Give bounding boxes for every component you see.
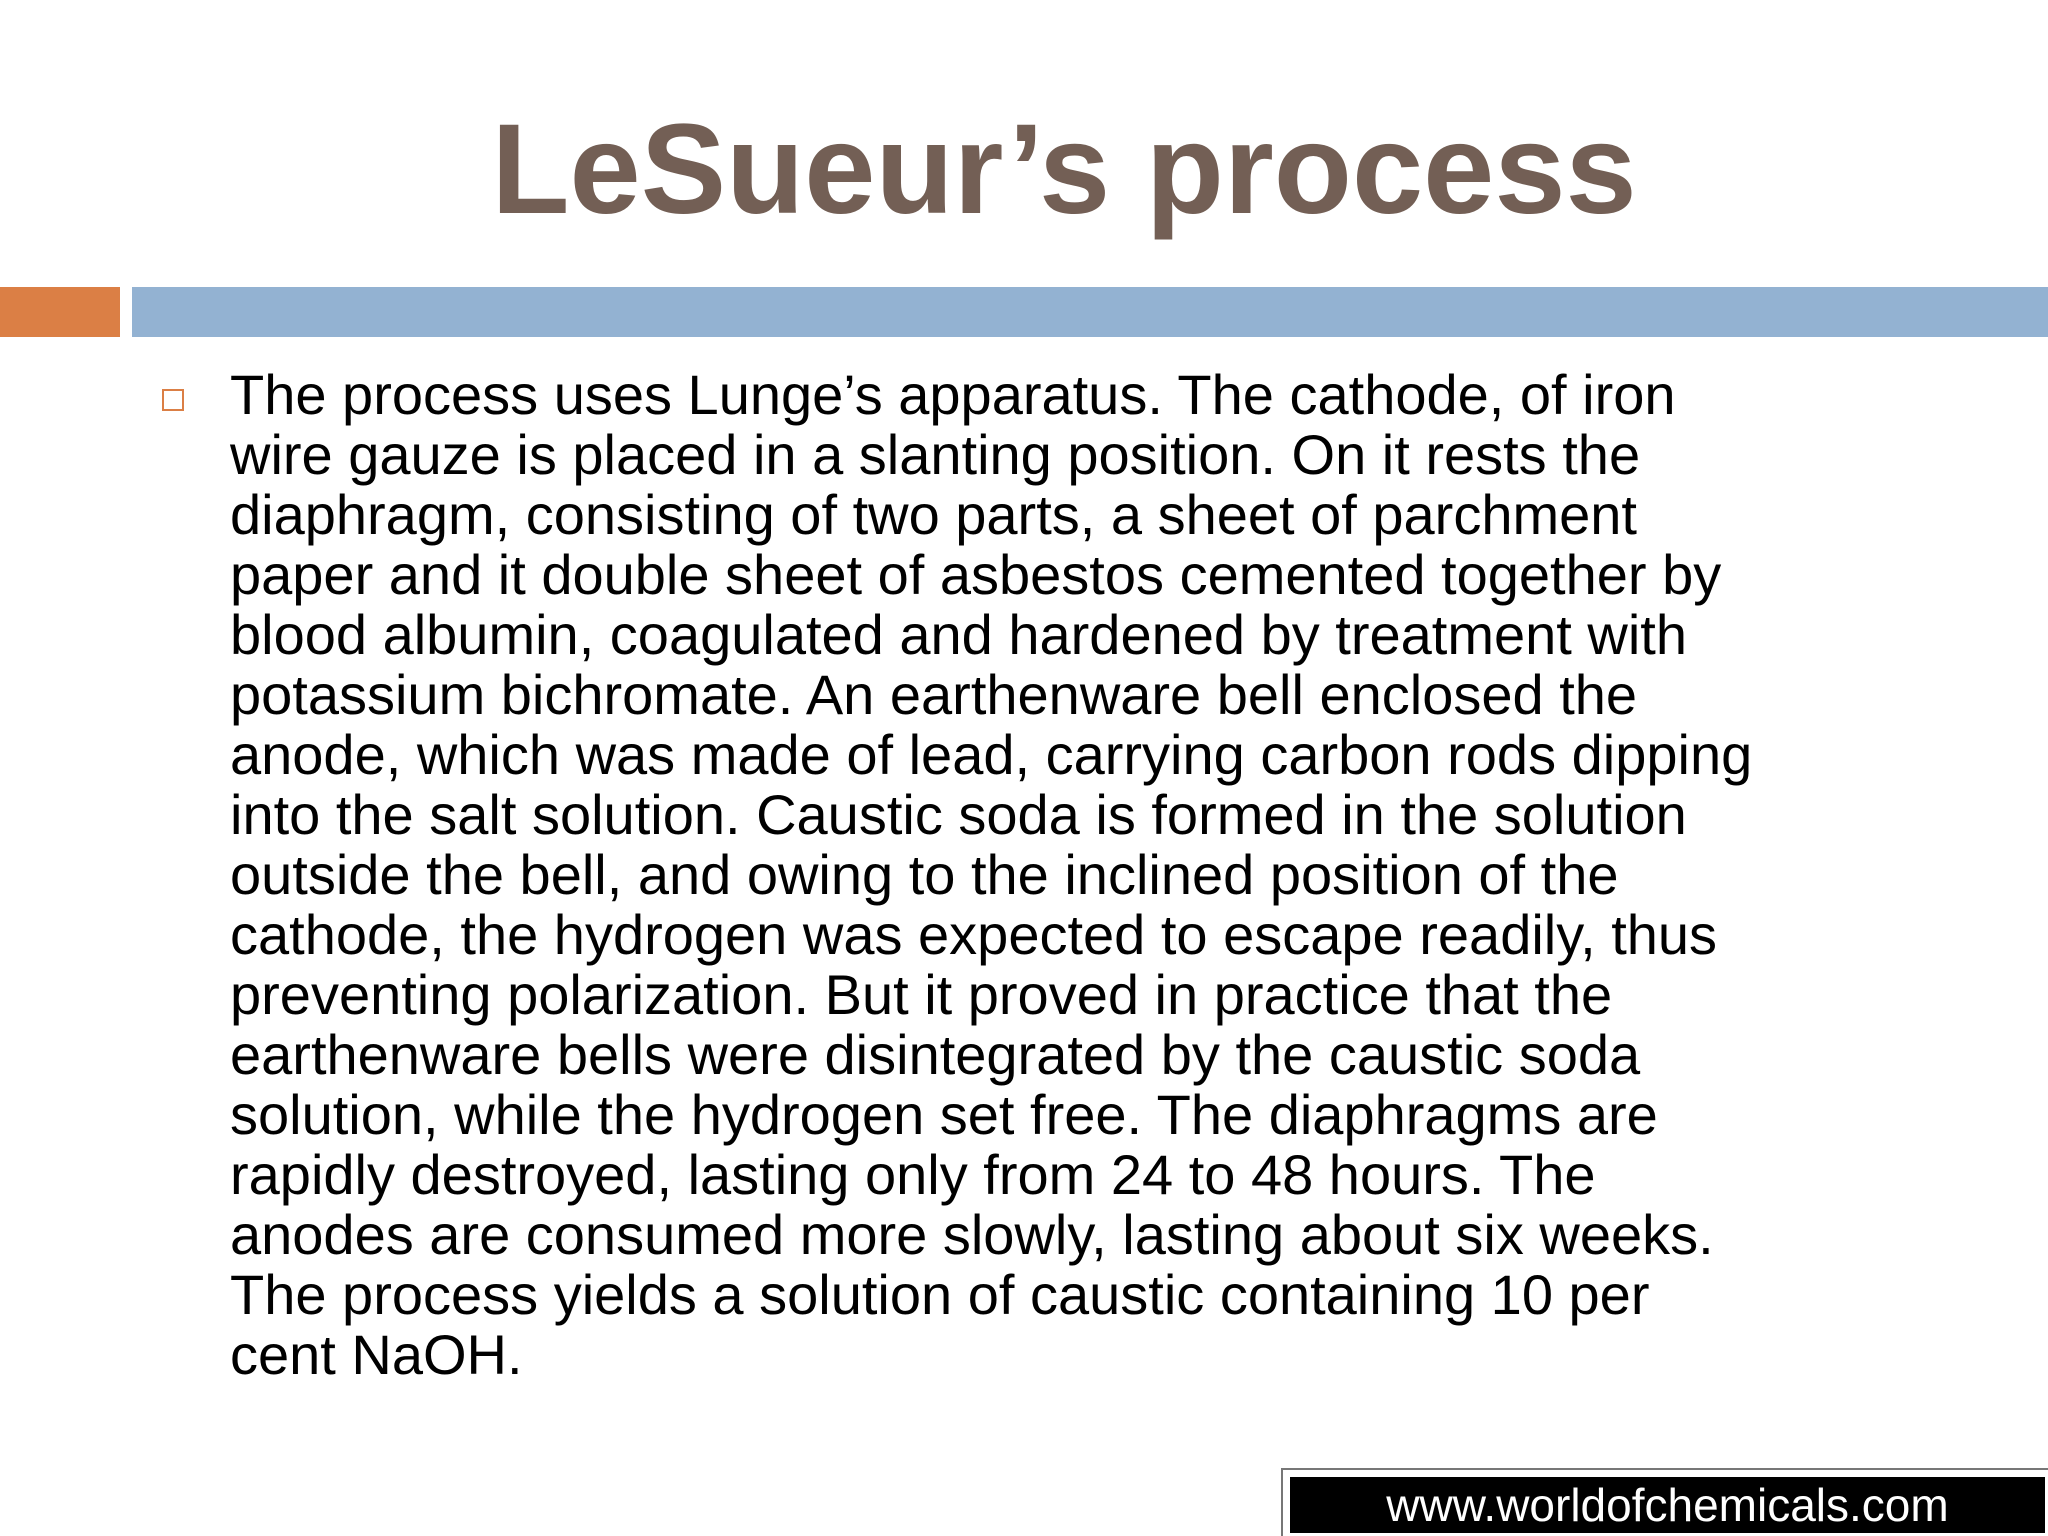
bullet-line: potassium bichromate. An earthenware bell enclosed the [230, 663, 1638, 726]
bullet-line: into the salt solution. Caustic soda is formed in the solution [230, 783, 1687, 846]
bullet-line: anodes are consumed more slowly, lasting about six weeks. [230, 1203, 1714, 1266]
bullet-line: earthenware bells were disintegrated by the caustic soda [230, 1023, 1641, 1086]
bullet-line: The process yields a solution of caustic containing 10 per [230, 1263, 1650, 1326]
accent-bar-orange [0, 287, 120, 337]
bullet-line: The process uses Lunge’s apparatus. The cathode, of iron [230, 363, 1676, 426]
bullet-line: diaphragm, consisting of two parts, a sheet of parchment [230, 483, 1637, 546]
bullet-line: preventing polarization. But it proved in practice that the [230, 963, 1613, 1026]
bullet-line: anode, which was made of lead, carrying carbon rods dipping [230, 723, 1753, 786]
bullet-line: rapidly destroyed, lasting only from 24 to 48 hours. The [230, 1143, 1596, 1206]
bullet-text [230, 365, 1950, 1385]
bullet-line: outside the bell, and owing to the inclined position of the [230, 843, 1619, 906]
bullet-line: blood albumin, coagulated and hardened by treatment with [230, 603, 1687, 666]
bullet-line: paper and it double sheet of asbestos cemented together by [230, 543, 1722, 606]
bullet-line: cent NaOH. [230, 1323, 523, 1386]
bullet-line: cathode, the hydrogen was expected to escape readily, thus [230, 903, 1718, 966]
watermark-text: www.worldofchemicals.com [1287, 1474, 2048, 1536]
watermark-box [1281, 1468, 2048, 1536]
slide-title: LeSueur’s process [491, 98, 1637, 241]
bullet-line: wire gauze is placed in a slanting position. On it rests the [230, 423, 1641, 486]
accent-bar-blue [132, 287, 2048, 337]
bullet-line: solution, while the hydrogen set free. The diaphragms are [230, 1083, 1658, 1146]
hollow-square-bullet-icon [162, 389, 184, 411]
